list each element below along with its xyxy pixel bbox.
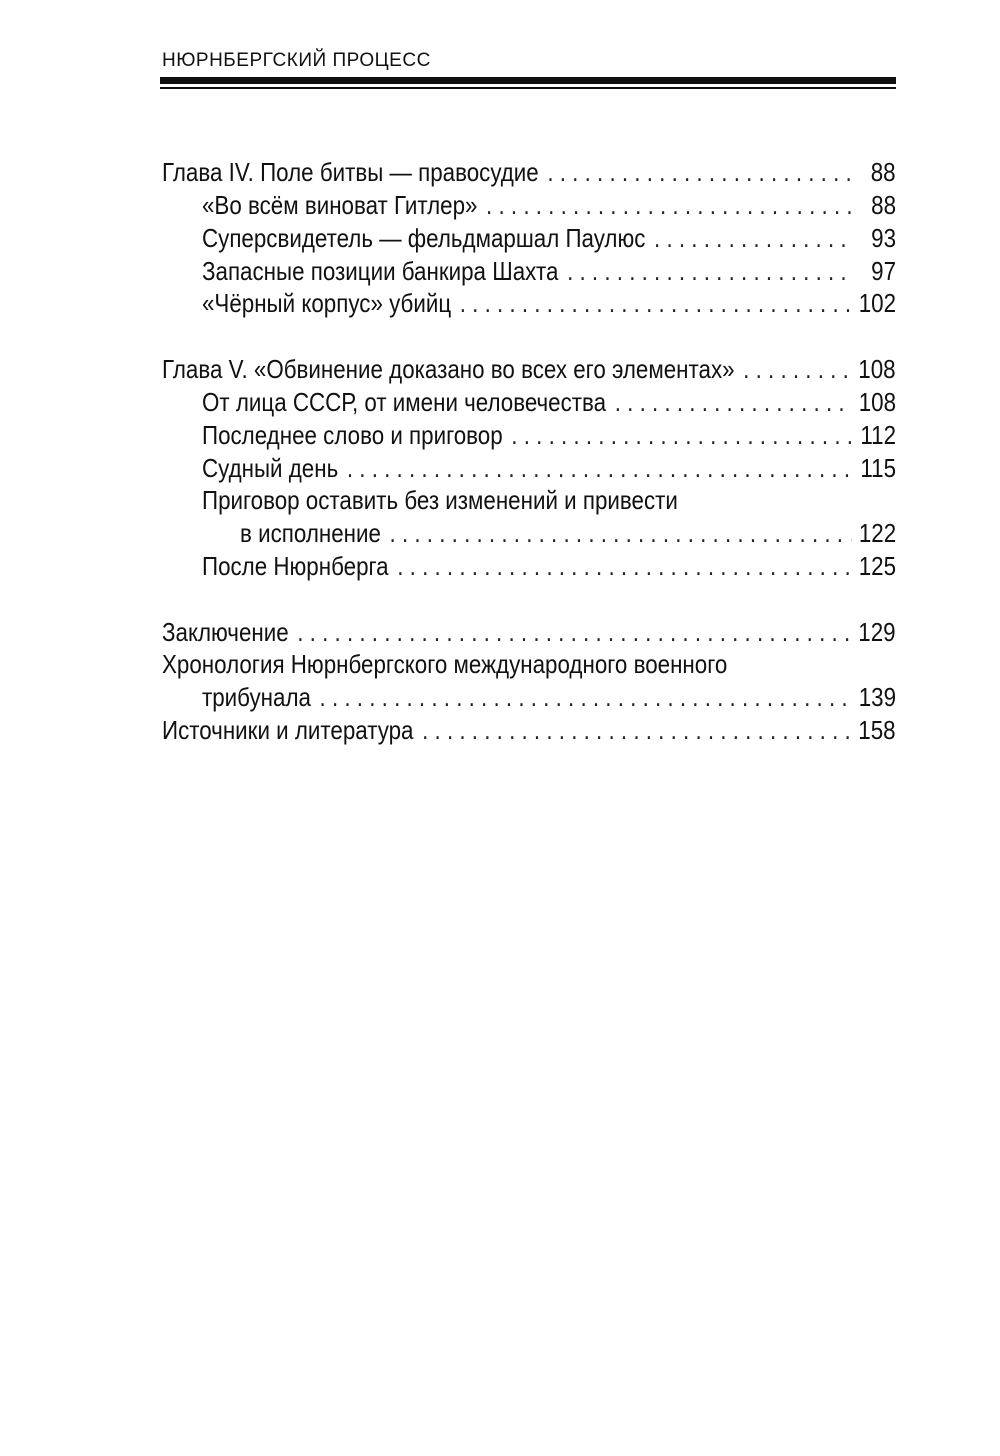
dot-leader [547,156,851,188]
toc-chapter-4 [162,156,896,188]
toc-page-number: 93 [871,223,897,253]
toc-entry-title: Глава IV. Поле битвы — правосудие [162,157,539,187]
toc-entry-title: Источники и литература [162,715,414,745]
dot-leader [297,616,851,648]
toc-section [202,452,896,484]
toc-page-number: 158 [858,715,896,745]
toc-section [202,287,896,319]
toc-page-number: 108 [858,387,897,417]
toc-page-number: 139 [858,682,897,712]
toc-page-number: 88 [871,190,897,220]
toc-entry-title: «Чёрный корпус» убийц [202,288,452,318]
header-rule-thin [160,87,896,89]
toc-entry-title: Судный день [202,453,339,483]
toc-section [202,255,896,287]
toc-page-number: 115 [860,453,897,483]
toc-entry-title-line1: Приговор оставить без изменений и привести [202,485,678,515]
toc-chapter-5 [162,353,896,385]
toc-entry-title: Запасные позиции банкира Шахта [202,256,559,286]
toc-page-number: 108 [858,354,896,384]
header-rule-thick [160,77,896,84]
toc-section [202,222,896,254]
toc-entry-title: Заключение [162,617,289,647]
dot-leader [615,386,852,418]
toc-page-number: 88 [870,157,896,187]
toc-entry-title: Последнее слово и приговор [202,420,503,450]
toc-page-number: 102 [858,288,897,318]
dot-leader [320,681,852,713]
toc-section [202,550,896,582]
toc-page-number: 97 [871,256,897,286]
toc-entry-title-line1: Хронология Нюрнбергского международного военного [162,649,728,679]
toc-sources [162,714,896,746]
dot-leader [390,517,852,549]
dot-leader [397,550,851,582]
dot-leader [486,189,851,221]
toc-entry-title: Глава V. «Обвинение доказано во всех его элементах» [162,354,735,384]
toc-entry-title: «Во всём виноват Гитлер» [202,190,478,220]
running-header: НЮРНБЕРГСКИЙ ПРОЦЕСС [162,50,431,71]
dot-leader [511,419,851,451]
toc-entry-title-line2: в исполнение [240,518,381,548]
toc-section [202,189,896,221]
toc-entry-title: После Нюрнберга [202,551,389,581]
toc-page-number: 112 [860,420,897,450]
toc-page-number: 122 [858,518,897,548]
toc-page-number: 129 [858,617,896,647]
dot-leader [422,714,851,746]
toc-page-number: 125 [858,551,897,581]
toc-section [202,386,896,418]
dot-leader [460,287,852,319]
toc-conclusion [162,616,896,648]
dot-leader [743,353,851,385]
dot-leader [567,255,851,287]
toc-entry-title-line2: трибунала [202,682,311,712]
dot-leader [347,452,851,484]
toc-section [240,517,896,549]
toc-entry-title: От лица СССР, от имени человечества [202,387,607,417]
dot-leader [654,222,851,254]
toc-section [202,419,896,451]
toc-chronology [202,681,896,713]
toc-entry-title: Суперсвидетель — фельдмаршал Паулюс [202,223,646,253]
